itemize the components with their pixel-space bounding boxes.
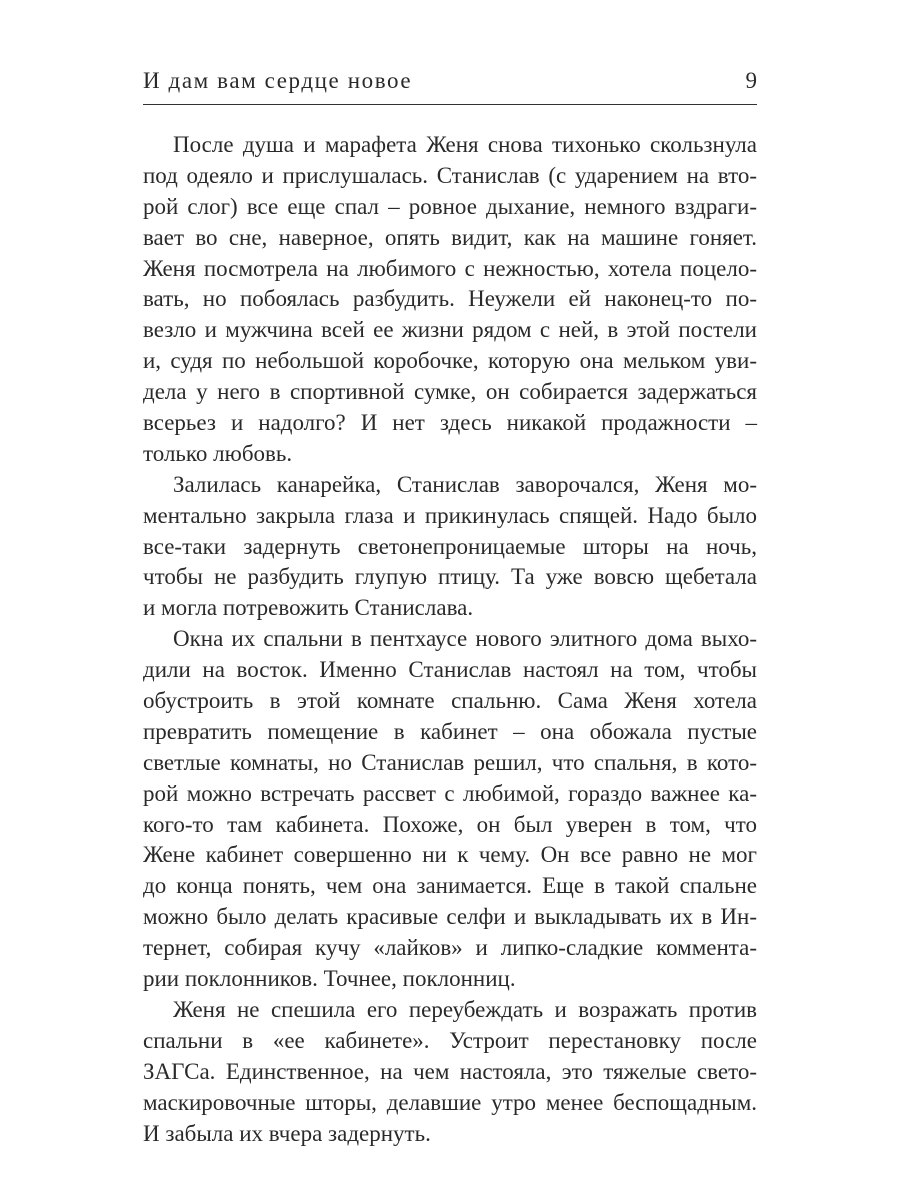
text-line: тернет, собирая кучу «лайков» и липко-сладкие коммента- xyxy=(143,935,757,961)
text-line: маскировочные шторы, делавшие утро менее беспощадным. xyxy=(143,1089,757,1115)
text-line: дили на восток. Именно Станислав настоял на том, чтобы xyxy=(143,657,757,683)
text-line: светлые комнаты, но Станислав решил, что спальня, в кото- xyxy=(143,749,757,775)
text-line: Залилась канарейка, Станислав заворочался, Женя мо- xyxy=(173,471,757,497)
text-line: рой можно встречать рассвет с любимой, гораздо важнее ка- xyxy=(143,780,757,806)
text-line: После душа и марафета Женя снова тихонько скользнула xyxy=(173,132,757,157)
text-line: рой слог) все еще спал – ровное дыхание, немного вздраги- xyxy=(143,193,757,219)
text-line: под одеяло и прислушалась. Станислав (с ударением на вто- xyxy=(143,162,757,188)
text-line: всерьез и надолго? И нет здесь никакой продажности – xyxy=(143,410,757,436)
text-line: и могла потревожить Станислава. xyxy=(143,595,474,621)
text-line: ЗАГСа. Единственное, на чем настояла, это тяжелые свето- xyxy=(143,1058,757,1084)
page-number: 9 xyxy=(745,68,757,93)
text-line: можно было делать красивые селфи и выкладывать их в Ин- xyxy=(143,904,757,930)
text-line: Женя посмотрела на любимого с нежностью, хотела поцело- xyxy=(143,255,757,281)
running-head xyxy=(143,66,757,100)
text-line: И забыла их вчера задернуть. xyxy=(143,1120,431,1146)
running-title: И дам вам сердце новое xyxy=(143,68,413,93)
paragraph xyxy=(143,624,757,995)
text-line: дела у него в спортивной сумке, он собирается задержаться xyxy=(143,379,757,405)
text-line: везло и мужчина всей ее жизни рядом с ней, в этой постели xyxy=(143,317,757,343)
text-line: Женя не спешила его переубеждать и возражать против xyxy=(173,996,757,1022)
paragraph xyxy=(143,995,757,1149)
text-line: рии поклонников. Точнее, поклонниц. xyxy=(143,966,516,992)
text-line: Окна их спальни в пентхаусе нового элитного дома выхо- xyxy=(173,626,757,652)
text-line: кого-то там кабинета. Похоже, он был уверен в том, что xyxy=(143,811,757,837)
body-text xyxy=(143,130,757,1149)
text-line: превратить помещение в кабинет – она обожала пустые xyxy=(143,718,757,744)
text-line: только любовь. xyxy=(143,440,293,466)
text-line: спальни в «ее кабинете». Устроит перестановку после xyxy=(143,1027,757,1053)
text-line: вать, но побоялась разбудить. Неужели ей наконец-то по- xyxy=(143,286,757,312)
text-line: Жене кабинет совершенно ни к чему. Он все равно не мог xyxy=(143,842,757,868)
text-line: вает во сне, наверное, опять видит, как на машине гоняет. xyxy=(143,224,757,250)
paragraph xyxy=(143,470,757,624)
paragraph xyxy=(143,130,757,470)
text-line: обустроить в этой комнате спальню. Сама Женя хотела xyxy=(143,688,757,714)
text-line: и, судя по небольшой коробочке, которую она мельком уви- xyxy=(143,348,757,374)
text-line: чтобы не разбудить глупую птицу. Та уже вовсю щебетала xyxy=(143,564,757,590)
text-line: все-таки задернуть светонепроницаемые шторы на ночь, xyxy=(143,533,757,559)
text-line: ментально закрыла глаза и прикинулась спящей. Надо было xyxy=(143,502,757,528)
header-rule xyxy=(143,104,757,105)
text-line: до конца понять, чем она занимается. Еще в такой спальне xyxy=(143,873,757,899)
